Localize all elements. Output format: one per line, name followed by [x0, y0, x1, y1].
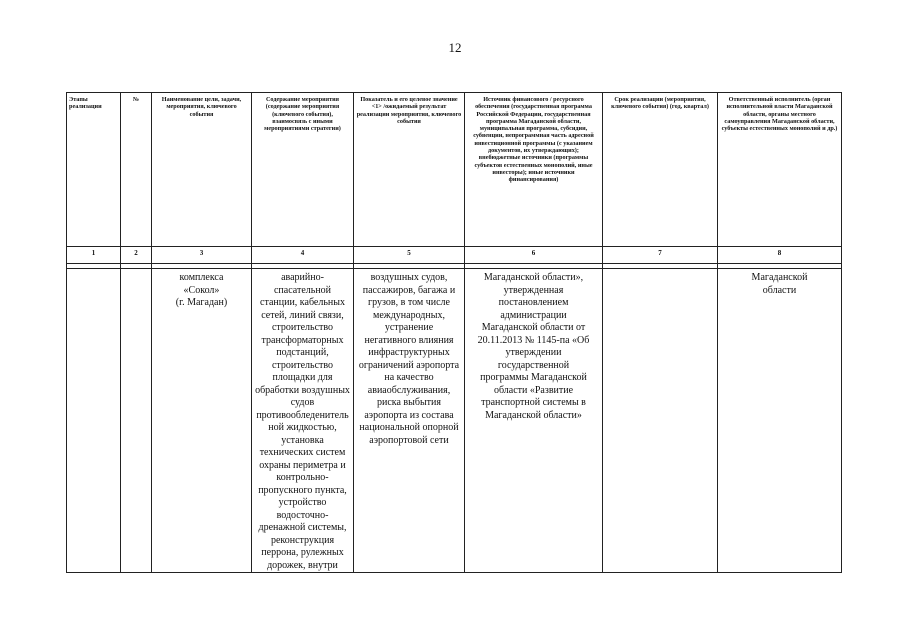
column-number: 7 [603, 247, 718, 264]
header-content: Содержание мероприятия (содержание мероприятия (ключевого события), взаимосвязь с иными мероприятиями стратегии) [252, 93, 354, 247]
cell-number [121, 269, 152, 573]
column-number: 3 [152, 247, 252, 264]
cell-content: аварийно- спасательной станции, кабельных сетей, линий связи, строительство трансформаторных подстанций, строительство площадки для обработки воздушных судов противообледенитель ной жидкостью, установка технических систем охраны периметра и контрольно- пропускного пункта, устройство водосточно- дренажной системы, реконструкция перрона, рулежных дорожек, внутри [252, 269, 354, 573]
header-deadline: Срок реализации (мероприятия, ключевого события) (год, квартал) [603, 93, 718, 247]
page-number: 12 [448, 40, 462, 55]
header-responsible: Ответственный исполнитель (орган исполнительной власти Магаданской области, органы местного самоуправления Магаданской области, субъекты естественных монополий и др.) [718, 93, 842, 247]
column-number: 8 [718, 247, 842, 264]
column-number: 2 [121, 247, 152, 264]
cell-funding-source: Магаданской области», утвержденная постановлением администрации Магаданской области от 20.11.2013 № 1145-па «Об утверждении государственной программы Магаданской области «Развитие транспортной системы в Магаданской области» [465, 269, 603, 573]
header-number: № [121, 93, 152, 247]
table-row [67, 269, 842, 573]
cell-name: комплекса «Сокол» (г. Магадан) [152, 269, 252, 573]
cell-deadline [603, 269, 718, 573]
header-indicator: Показатель и его целевое значение <1> /ожидаемый результат реализации мероприятия, ключевого события [354, 93, 465, 247]
column-number: 5 [354, 247, 465, 264]
column-number: 6 [465, 247, 603, 264]
column-number: 1 [67, 247, 121, 264]
header-stages: Этапы реализации [67, 93, 121, 247]
cell-indicator: воздушных судов, пассажиров, багажа и грузов, в том числе международных, устранение негативного влияния инфраструктурных ограничений аэропорта на качество авиаобслуживания, риска выбытия аэропорта из состава национальной опорной аэропортовой сети [354, 269, 465, 573]
strategy-table [66, 92, 842, 573]
table-header-row [67, 93, 842, 247]
header-name: Наименование цели, задачи, мероприятия, ключевого события [152, 93, 252, 247]
column-number-row [67, 247, 842, 264]
column-number: 4 [252, 247, 354, 264]
cell-stage [67, 269, 121, 573]
cell-responsible: Магаданской области [718, 269, 842, 573]
header-funding-source: Источник финансового / ресурсного обеспечения (государственная программа Российской Федерации, государственная программа Магаданской области, муниципальная программа, субсидии, субвенции, непрограммная часть адресной инвестиционной программы (с указанием документов, их утверждающих); внебюджетные источники (программы субъектов естественных монополий, иные инвесторы); иные источники финансирования) [465, 93, 603, 247]
